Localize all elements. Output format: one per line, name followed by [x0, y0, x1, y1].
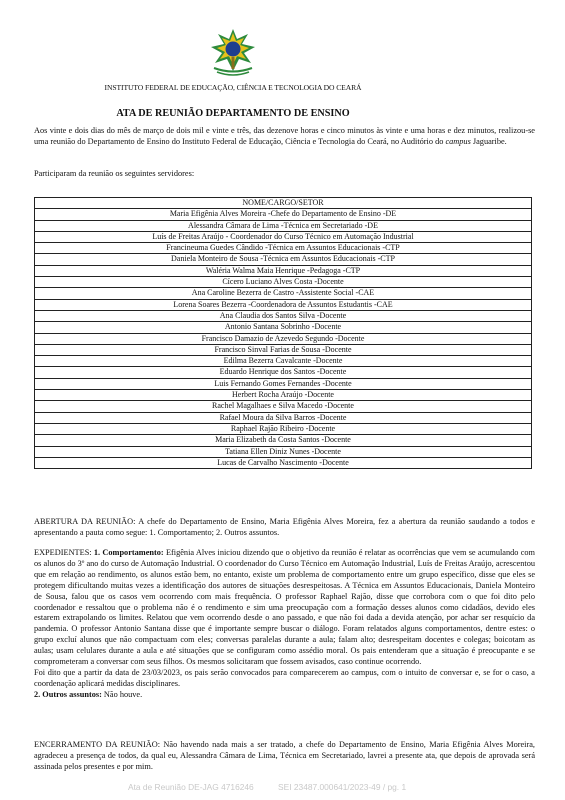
table-row [35, 288, 532, 299]
follow-up-text: Foi dito que a partir da data de 23/03/2023, os pais serão convocados para comparecerem ao campus, com o intuito de conversar e, se for o caso, a coordenação aplicará medidas disciplinares. [34, 667, 535, 688]
table-row [35, 356, 532, 367]
table-row [35, 209, 532, 220]
staff-cell: Maria Elizabeth da Costa Santos -Docente [35, 435, 532, 446]
staff-table-body [35, 209, 532, 469]
table-header-row [35, 198, 532, 209]
table-row [35, 435, 532, 446]
table-row [35, 310, 532, 321]
table-row [35, 401, 532, 412]
staff-cell: Antonio Santana Sobrinho -Docente [35, 322, 532, 333]
opening-paragraph: ABERTURA DA REUNIÃO: A chefe do Departamento de Ensino, Maria Efigênia Alves Moreira, fez a abertura da reunião saudando a todos e apresentando a pauta como segue: 1. Comportamento; 2. Outros assuntos. [34, 517, 535, 537]
table-row [35, 322, 532, 333]
table-row [35, 457, 532, 468]
intro-text-end: Jaguaribe. [470, 136, 507, 146]
staff-cell: Maria Efigênia Alves Moreira -Chefe do Departamento de Ensino -DE [35, 209, 532, 220]
staff-cell: Ana Caroline Bezerra de Castro -Assistente Social -CAE [35, 288, 532, 299]
closing-paragraph: ENCERRAMENTO DA REUNIÃO: Não havendo nada mais a ser tratado, a chefe do Departamento de Ensino, Maria Efigênia Alves Moreira, agradeceu a presença de todos, da qual eu, Alessandra Câmara de Lima, Técnica em Secretariado, lavrei a presente ata, que depois de aprovada será assinada pelos presentes e por mim. [34, 740, 535, 771]
staff-cell: Francineuma Guedes Cândido -Técnica em Assuntos Educacionais -CTP [35, 243, 532, 254]
staff-table [34, 197, 532, 469]
staff-cell: Waléria Walma Maia Henrique -Pedagoga -CTP [35, 265, 532, 276]
brazil-coat-of-arms-icon [209, 28, 257, 78]
staff-cell: Eduardo Henrique dos Santos -Docente [35, 367, 532, 378]
table-row [35, 231, 532, 242]
staff-cell: Edilma Bezerra Cavalcante -Docente [35, 356, 532, 367]
table-header-cell: NOME/CARGO/SETOR [35, 198, 532, 209]
staff-cell: Lorena Soares Bezerra -Coordenadora de Assuntos Estudantis -CAE [35, 299, 532, 310]
participants-intro: Participaram da reunião os seguintes servidores: [34, 169, 195, 178]
agenda-section [34, 548, 535, 701]
item1-heading: 1. Comportamento: [93, 548, 164, 557]
document-title: ATA DE REUNIÃO DEPARTAMENTO DE ENSINO [116, 108, 350, 119]
staff-cell: Raphael Rajão Ribeiro -Docente [35, 423, 532, 434]
table-row [35, 220, 532, 231]
staff-cell: Daniela Monteiro de Sousa -Técnica em Assuntos Educacionais -CTP [35, 254, 532, 265]
staff-cell: Luis Fernando Gomes Fernandes -Docente [35, 378, 532, 389]
staff-cell: Tatiana Ellen Diniz Nunes -Docente [35, 446, 532, 457]
table-row [35, 243, 532, 254]
staff-cell: Herbert Rocha Araújo -Docente [35, 390, 532, 401]
staff-cell: Luís de Freitas Araújo - Coordenador do Curso Técnico em Automação Industrial [35, 231, 532, 242]
footer-doc-ref: Ata de Reunião DE-JAG 4716246 [128, 782, 254, 792]
footer-sei-ref: SEI 23487.000641/2023-49 / pg. 1 [278, 782, 407, 792]
staff-cell: Rachel Magalhaes e Silva Macedo -Docente [35, 401, 532, 412]
table-row [35, 367, 532, 378]
staff-cell: Francisco Damazio de Azevedo Segundo -Docente [35, 333, 532, 344]
staff-cell: Alessandra Câmara de Lima -Técnica em Secretariado -DE [35, 220, 532, 231]
table-row [35, 254, 532, 265]
table-row [35, 412, 532, 423]
table-row [35, 265, 532, 276]
staff-cell: Cícero Luciano Alves Costa -Docente [35, 277, 532, 288]
intro-italic-word: campus [445, 136, 471, 146]
table-row [35, 378, 532, 389]
table-row [35, 277, 532, 288]
staff-cell: Francisco Sinval Farias de Sousa -Docente [35, 344, 532, 355]
staff-cell: Lucas de Carvalho Nascimento -Docente [35, 457, 532, 468]
staff-cell: Rafael Moura da Silva Barros -Docente [35, 412, 532, 423]
table-row [35, 299, 532, 310]
table-row [35, 344, 532, 355]
table-row [35, 333, 532, 344]
institution-name: INSTITUTO FEDERAL DE EDUCAÇÃO, CIÊNCIA E TECNOLOGIA DO CEARÁ [104, 83, 362, 92]
agenda-label: EXPEDIENTES: [34, 548, 94, 557]
intro-text: Aos vinte e dois dias do mês de março de dois mil e vinte e três, das dezenove horas e cinco minutos às vinte e uma horas e dez minutos, realizou-se uma reunião do Departamento de Ensino do Instituto Federal de Educação, Ciência e Tecnologia do Ceará, no Auditório do [34, 126, 535, 146]
table-row [35, 446, 532, 457]
table-row [35, 423, 532, 434]
item1-text: Efigênia Alves iniciou dizendo que o objetivo da reunião é relatar as ocorrências que vem se acumulando com os alunos do 3º ano do curso de Automação Industrial. O coordenador do Curso Técnico em Automação Industrial, Luís de Freitas Araújo, acrescentou que em relação ao rendimento, os alunos estão bem, no entanto, existe um problema de comportamento entre um grupo específico, disse que eles se protegem dificultando muitas vezes a identificação dos autores de situações desrespeitosas. A Técnica em Assuntos Educacionais, Daniela Monteiro de Sousa, falou que os casos vem ocorrendo com mais frequência. O professor Raphael Rajão, disse que corrobora com o que foi dito pelo coordenador e ressaltou que o problema não é o rendimento e sim uma preocupação com a formação desses alunos como cidadãos, devido eles estarem extrapolando os limites. Relatou que vem ocorrendo desde o ano passado, e que não foi dada a devida atenção, por achar ser resquício da pandemia. O professor Antonio Santana disse que é importante sempre buscar o diálogo. Foram relatados alguns comportamentos, dentre estes: o grupo excluí alunos que não compactuam com eles; conversas paralelas durante a aula; falam alto; desrespeitam docentes e colegas; boicotam as aulas; usam celulares durante a aula e até situações que se configuram como assédio moral. Os pais entenderam que a situação é preocupante e se comprometeram a conversar com seus filhos. Os mesmos solicitaram que fossem avisados, caso continue ocorrendo. [34, 548, 535, 667]
table-row [35, 390, 532, 401]
page-footer [128, 782, 565, 792]
item2-heading: 2. Outros assuntos: [34, 689, 102, 699]
intro-paragraph [34, 126, 535, 148]
item2-text: Não houve. [101, 689, 143, 699]
staff-cell: Ana Claudia dos Santos Silva -Docente [35, 310, 532, 321]
